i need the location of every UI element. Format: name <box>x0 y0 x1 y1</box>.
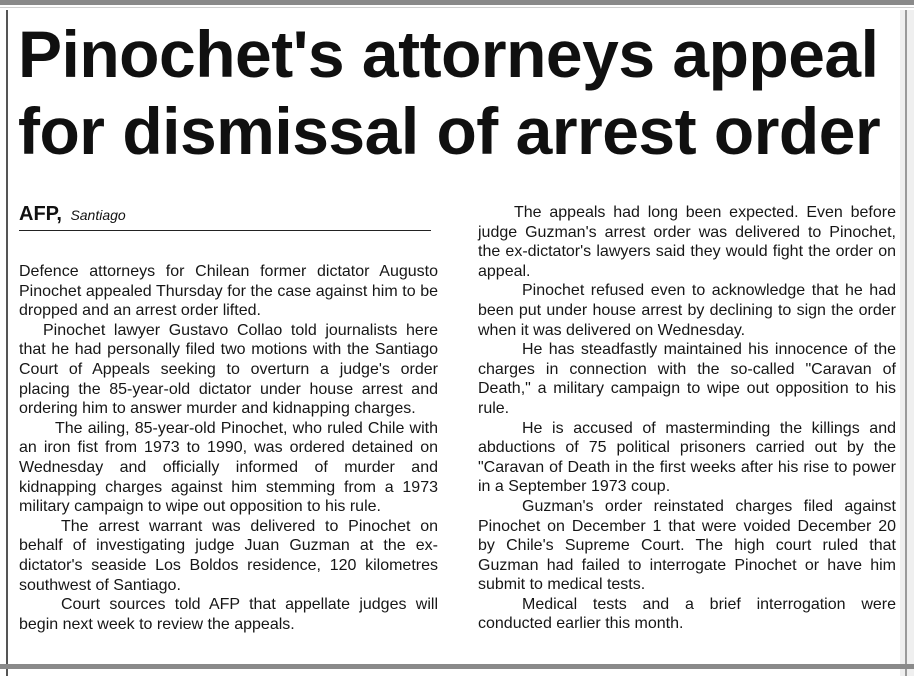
article-paragraph: Pinochet lawyer Gustavo Collao told journalists here that he had personally filed two motions with the Santiago Court of Appeals seeking to overturn a judge's order placing the 85-year-old dictator under house arrest and ordering him to answer murder and kidnapping charges. <box>19 321 438 418</box>
article-paragraph: He is accused of masterminding the killings and abductions of 75 political prisoners carried out by the "Caravan of Death in the first weeks after his rise to power in a September 1973 coup. <box>478 419 896 496</box>
article-column-right <box>478 203 896 634</box>
article-paragraph: He has steadfastly maintained his innocence of the charges in connection with the so-called "Caravan of Death," a military campaign to wipe out opposition to his rule. <box>478 341 896 417</box>
headline-line-2: for dismissal of arrest order <box>18 94 881 168</box>
right-margin-strip <box>900 10 914 676</box>
bottom-border-rule <box>0 664 914 669</box>
headline-line-1: Pinochet's attorneys appeal <box>18 17 879 91</box>
byline <box>19 203 431 231</box>
byline-separator: , <box>56 203 62 225</box>
top-border-hairline <box>0 7 914 8</box>
article-paragraph: The ailing, 85-year-old Pinochet, who ruled Chile with an iron fist from 1973 to 1990, was ordered detained on Wednesday and officially informed of murder and kidnapping charges against him stemming from a 1973 military campaign to wipe out opposition to his rule. <box>19 419 438 516</box>
article-headline <box>18 16 898 170</box>
article-paragraph: Guzman's order reinstated charges filed against Pinochet on December 1 that were voided December 20 by Chile's Supreme Court. The high court ruled that Guzman had failed to interrogate Pinochet or have him submit to medical tests. <box>478 497 896 594</box>
right-border-rule <box>905 10 907 676</box>
article-paragraph: Pinochet refused even to acknowledge that he had been put under house arrest by declining to sign the order when it was delivered on Wednesday. <box>478 282 896 339</box>
article-paragraph: The appeals had long been expected. Even before judge Guzman's arrest order was delivered to Pinochet, the ex-dictator's lawyers said they would fight the order on appeal. <box>478 204 896 280</box>
top-border-rule <box>0 0 914 5</box>
byline-agency: AFP <box>19 203 57 225</box>
article-paragraph: The arrest warrant was delivered to Pinochet on behalf of investigating judge Juan Guzman at the ex-dictator's seaside Los Boldos residence, 120 kilometres southwest of Santiago. <box>19 517 438 594</box>
left-border-rule <box>6 10 8 676</box>
article-paragraph: Court sources told AFP that appellate judges will begin next week to review the appeals. <box>19 596 438 633</box>
byline-city: Santiago <box>70 207 126 223</box>
article-paragraph: Defence attorneys for Chilean former dictator Augusto Pinochet appealed Thursday for the case against him to be dropped and an arrest order lifted. <box>19 263 438 320</box>
article-paragraph: Medical tests and a brief interrogation were conducted earlier this month. <box>478 595 896 633</box>
article-column-left <box>19 262 438 664</box>
